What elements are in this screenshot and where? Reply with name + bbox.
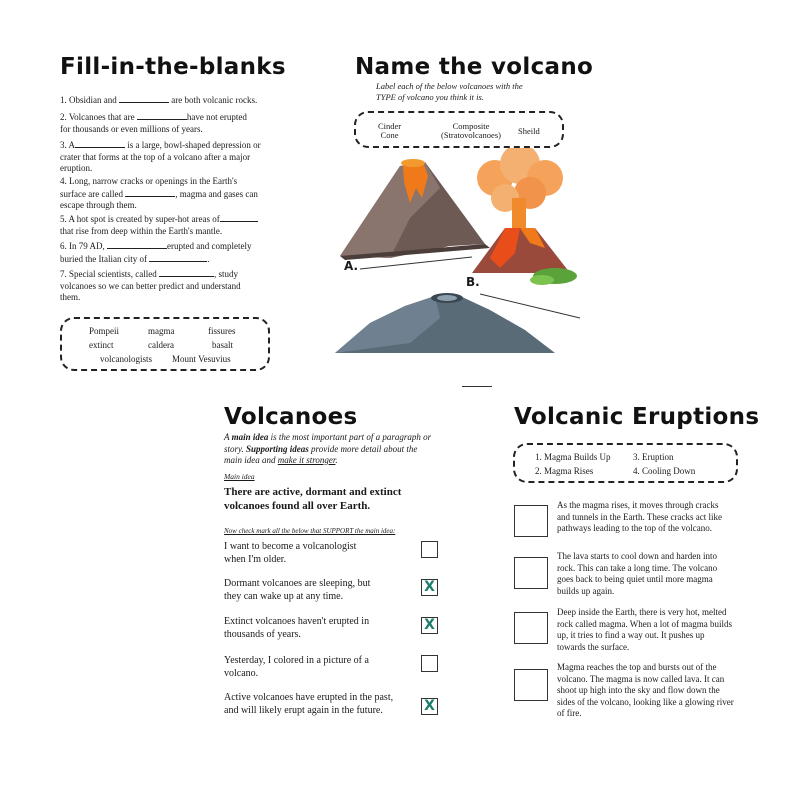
question-2: 2. Volcanoes that are have not erupted for thousands or even millions of years.: [60, 112, 247, 134]
support-item: Yesterday, I colored in a picture of a volcano.: [224, 655, 369, 679]
blank[interactable]: [159, 268, 214, 277]
label-b: B.: [466, 275, 480, 289]
volcano-b-image: [472, 148, 577, 285]
support-item: I want to become a volcanologist when I'm older.: [224, 541, 357, 565]
blank[interactable]: [119, 94, 169, 103]
step-order-box[interactable]: [514, 505, 548, 537]
support-item: Dormant volcanoes are sleeping, but they can wake up at any time.: [224, 578, 371, 602]
name-volcano-title: Name the volcano: [355, 54, 594, 80]
eruption-steps-bank: [513, 443, 738, 483]
step-order-box[interactable]: [514, 612, 548, 644]
step-bank-item: 4. Cooling Down: [633, 466, 696, 476]
word-bank-item: extinct: [89, 340, 114, 350]
word-bank-item: volcanologists: [100, 354, 152, 364]
option-composite: Composite (Stratovolcanoes): [441, 121, 501, 140]
word-bank-item: Mount Vesuvius: [172, 354, 231, 364]
support-checkbox[interactable]: X: [421, 579, 438, 596]
word-bank-item: magma: [148, 326, 175, 336]
support-checkbox[interactable]: X: [421, 617, 438, 634]
eruption-step-text: As the magma rises, it moves through cracks and tunnels in the Earth. These cracks act like pathways leading to the top of the volcano.: [557, 500, 723, 533]
word-bank: [60, 317, 270, 371]
step-order-box[interactable]: [514, 557, 548, 589]
volcanoes-title: Volcanoes: [224, 404, 358, 430]
volcano-c-image: [335, 293, 555, 353]
question-3: 3. A is a large, bowl-shaped depression or crater that forms at the top of a volcano after a major eruption.: [60, 140, 261, 173]
blank[interactable]: [107, 240, 167, 249]
question-1: 1. Obsidian and are both volcanic rocks.: [60, 95, 258, 105]
label-a: A.: [344, 259, 359, 273]
eruptions-title: Volcanic Eruptions: [514, 404, 760, 430]
option-shield: Sheild: [518, 126, 540, 136]
question-4: 4. Long, narrow cracks or openings in the Earth's surface are called , magma and gases can escape through them.: [60, 176, 258, 210]
word-bank-item: caldera: [148, 340, 174, 350]
support-item: Active volcanoes have erupted in the past, and will likely erupt again in the future.: [224, 692, 394, 716]
main-idea-label: Main idea: [224, 472, 255, 481]
step-bank-item: 1. Magma Builds Up: [535, 452, 611, 462]
name-volcano-instructions: Label each of the below volcanoes with the TYPE of volcano you think it is.: [376, 81, 523, 102]
question-7: 7. Special scientists, called , study volcanoes so we can better predict and understand them.: [60, 269, 241, 302]
volcano-a-image: [340, 159, 490, 260]
check-instructions: Now check mark all the below that SUPPORT the main idea:: [224, 527, 396, 535]
volcano-type-bank: [354, 111, 564, 148]
blank[interactable]: [125, 188, 175, 197]
divider: [462, 386, 492, 387]
option-cinder-cone: Cinder Cone: [378, 121, 402, 140]
question-5: 5. A hot spot is created by super-hot areas of that rise from deep within the Earth's mantle.: [60, 213, 290, 237]
eruption-step-text: Deep inside the Earth, there is very hot, melted rock called magma. When a lot of magma builds up, it tries to find a way out. It pushes up towards the surface.: [557, 607, 733, 652]
word-bank-item: basalt: [212, 340, 233, 350]
step-bank-item: 2. Magma Rises: [535, 466, 594, 476]
blank[interactable]: [149, 253, 207, 262]
support-checkbox[interactable]: X: [421, 698, 438, 715]
word-bank-item: Pompeii: [89, 326, 120, 336]
blank[interactable]: [137, 111, 187, 120]
answer-line-a[interactable]: [360, 257, 472, 269]
eruption-step-text: The lava starts to cool down and harden into rock. This can take a long time. The volcano goes back to being quiet until more magma builds up again.: [557, 551, 718, 596]
support-checkbox[interactable]: [421, 541, 438, 558]
support-checkbox[interactable]: [421, 655, 438, 672]
main-idea-text: There are active, dormant and extinct volcanoes found all over Earth.: [224, 486, 402, 512]
support-item: Extinct volcanoes haven't erupted in thousands of years.: [224, 616, 370, 640]
blank[interactable]: [75, 139, 125, 148]
word-bank-item: fissures: [208, 326, 236, 336]
fill-in-blanks-title: Fill-in-the-blanks: [60, 54, 286, 80]
main-idea-definition: A main idea is the most important part of a paragraph or story. Supporting ideas provide more detail about the main idea and make it stronger.: [224, 432, 432, 465]
question-6: 6. In 79 AD, erupted and completely buried the Italian city of .: [60, 241, 252, 264]
step-bank-item: 3. Eruption: [633, 452, 674, 462]
blank[interactable]: [220, 213, 258, 222]
eruption-step-text: Magma reaches the top and bursts out of the volcano. The magma is now called lava. It can shoot up high into the sky and flow down the sides of the volcano, looking like a glowing river of fire.: [557, 662, 734, 718]
volcano-illustrations: [330, 148, 590, 363]
step-order-box[interactable]: [514, 669, 548, 701]
